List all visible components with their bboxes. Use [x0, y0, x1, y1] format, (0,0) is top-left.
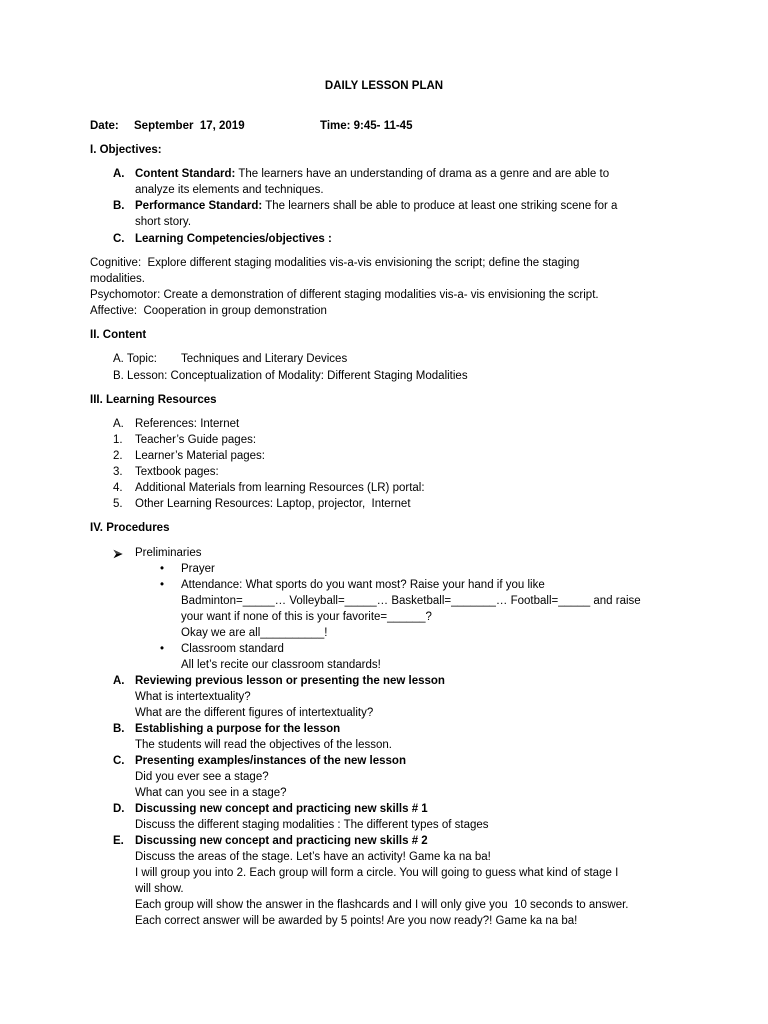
- competency-line-affective: Affective: Cooperation in group demonstration: [90, 305, 327, 317]
- standard-text: short story.: [135, 216, 192, 228]
- procedure-step: [0, 833, 768, 849]
- list-item: [0, 448, 768, 464]
- date-time-line: [0, 118, 768, 134]
- resource-text: Other Learning Resources: Laptop, projector, Internet: [135, 498, 411, 510]
- bullet-dot-icon: [160, 561, 164, 577]
- objective-standard-item: [0, 198, 768, 214]
- list-marker: E.: [113, 835, 124, 847]
- step-line: [0, 913, 768, 929]
- procedure-step: [0, 801, 768, 817]
- objective-standard-continuation: [0, 182, 768, 198]
- step-text: Discuss the areas of the stage. Let’s have an activity! Game ka na ba!: [135, 851, 491, 863]
- standard-text: The learners shall be able to produce at least one striking scene for a: [265, 200, 618, 212]
- objective-standard-item: [0, 166, 768, 182]
- resource-text: Teacher’s Guide pages:: [135, 434, 257, 446]
- list-item: [0, 432, 768, 448]
- list-item: [0, 480, 768, 496]
- bullet-item: [0, 561, 768, 577]
- standard-label: Performance Standard:: [135, 200, 263, 212]
- bullet-item: [0, 641, 768, 657]
- bullet-text: your want if none of this is your favorite=______?: [181, 611, 432, 623]
- arrowhead-bullet-icon: [113, 548, 123, 558]
- bullet-dot-icon: [160, 641, 164, 657]
- step-text: What can you see in a stage?: [135, 787, 287, 799]
- list-item: [0, 496, 768, 512]
- standard-text: analyze its elements and techniques.: [135, 184, 324, 196]
- objective-standard-item: [0, 231, 768, 247]
- preliminaries-item: [0, 545, 768, 561]
- step-text: What is intertextuality?: [135, 691, 251, 703]
- content-lesson-line: [0, 368, 768, 384]
- date-label: Date:: [90, 120, 119, 132]
- list-marker: 3.: [113, 466, 123, 478]
- list-marker: 5.: [113, 498, 123, 510]
- competency-line-cognitive-continuation: modalities.: [90, 273, 145, 285]
- step-title: Discussing new concept and practicing new skills # 2: [135, 835, 428, 847]
- date-value: September 17, 2019: [134, 120, 245, 132]
- lesson-label: B. Lesson:: [113, 370, 168, 382]
- list-marker: C.: [113, 755, 125, 767]
- list-marker: D.: [113, 803, 125, 815]
- lesson-plan-page: [0, 78, 768, 929]
- step-line: [0, 881, 768, 897]
- bullet-continuation: [0, 625, 768, 641]
- step-title: Reviewing previous lesson or presenting the new lesson: [135, 675, 445, 687]
- bullet-text: Okay we are all__________!: [181, 627, 328, 639]
- bullet-text: Attendance: What sports do you want most? Raise your hand if you like: [181, 579, 545, 591]
- list-marker: A.: [113, 418, 124, 430]
- bullet-dot-icon: [160, 577, 164, 593]
- standard-label: Learning Competencies/objectives :: [135, 233, 332, 245]
- step-text: The students will read the objectives of the lesson.: [135, 739, 392, 751]
- competency-line-cognitive: Cognitive: Explore different staging modalities vis-a-vis envisioning the script; define the staging: [90, 257, 580, 269]
- section-heading-objectives: I. Objectives:: [90, 144, 162, 156]
- objective-standard-continuation: [0, 214, 768, 230]
- step-text: Each correct answer will be awarded by 5 points! Are you now ready?! Game ka na ba!: [135, 915, 578, 927]
- section-heading-procedures: IV. Procedures: [90, 522, 170, 534]
- resource-text: References: Internet: [135, 418, 240, 430]
- step-line: [0, 785, 768, 801]
- topic-label: A. Topic:: [113, 353, 157, 365]
- step-text: Discuss the different staging modalities : The different types of stages: [135, 819, 489, 831]
- list-marker: A.: [113, 675, 125, 687]
- procedure-step: [0, 673, 768, 689]
- bullet-text: All let’s recite our classroom standards!: [181, 659, 381, 671]
- page-title: DAILY LESSON PLAN: [324, 80, 444, 92]
- list-marker: A.: [113, 168, 125, 180]
- step-line: [0, 817, 768, 833]
- step-text: What are the different figures of intertextuality?: [135, 707, 374, 719]
- bullet-continuation: [0, 657, 768, 673]
- step-title: Establishing a purpose for the lesson: [135, 723, 341, 735]
- section-heading-learning-resources: III. Learning Resources: [90, 394, 217, 406]
- section-heading-content: II. Content: [90, 329, 147, 341]
- procedure-step: [0, 721, 768, 737]
- bullet-text: Badminton=_____… Volleyball=_____… Basketball=_______… Football=_____ and raise: [181, 595, 641, 607]
- time-value: Time: 9:45- 11-45: [320, 120, 413, 132]
- lesson-value: Conceptualization of Modality: Different Staging Modalities: [170, 370, 468, 382]
- step-line: [0, 849, 768, 865]
- procedure-step: [0, 753, 768, 769]
- bullet-text: Prayer: [181, 563, 215, 575]
- list-marker: 4.: [113, 482, 123, 494]
- step-text: Did you ever see a stage?: [135, 771, 269, 783]
- resource-text: Textbook pages:: [135, 466, 219, 478]
- step-line: [0, 737, 768, 753]
- list-item: [0, 416, 768, 432]
- step-title: Discussing new concept and practicing new skills # 1: [135, 803, 428, 815]
- topic-value: Techniques and Literary Devices: [181, 353, 348, 365]
- step-line: [0, 897, 768, 913]
- content-topic-line: [0, 351, 768, 367]
- list-marker: 2.: [113, 450, 123, 462]
- list-marker: B.: [113, 723, 125, 735]
- resource-text: Additional Materials from learning Resources (LR) portal:: [135, 482, 425, 494]
- step-title: Presenting examples/instances of the new lesson: [135, 755, 406, 767]
- competency-line-psychomotor: Psychomotor: Create a demonstration of different staging modalities vis-a- vis envisioning the script.: [90, 289, 599, 301]
- standard-label: Content Standard:: [135, 168, 236, 180]
- list-marker: C.: [113, 233, 125, 245]
- step-line: [0, 689, 768, 705]
- step-text: Each group will show the answer in the flashcards and I will only give you 10 seconds to answer.: [135, 899, 629, 911]
- step-line: [0, 705, 768, 721]
- bullet-continuation: [0, 593, 768, 609]
- bullet-item: [0, 577, 768, 593]
- preliminaries-label: Preliminaries: [135, 547, 202, 559]
- bullet-continuation: [0, 609, 768, 625]
- resource-text: Learner’s Material pages:: [135, 450, 265, 462]
- list-item: [0, 464, 768, 480]
- step-text: will show.: [135, 883, 184, 895]
- step-text: I will group you into 2. Each group will form a circle. You will going to guess what kind of stage I: [135, 867, 619, 879]
- list-marker: 1.: [113, 434, 123, 446]
- bullet-text: Classroom standard: [181, 643, 284, 655]
- list-marker: B.: [113, 200, 125, 212]
- step-line: [0, 769, 768, 785]
- standard-text: The learners have an understanding of drama as a genre and are able to: [238, 168, 610, 180]
- step-line: [0, 865, 768, 881]
